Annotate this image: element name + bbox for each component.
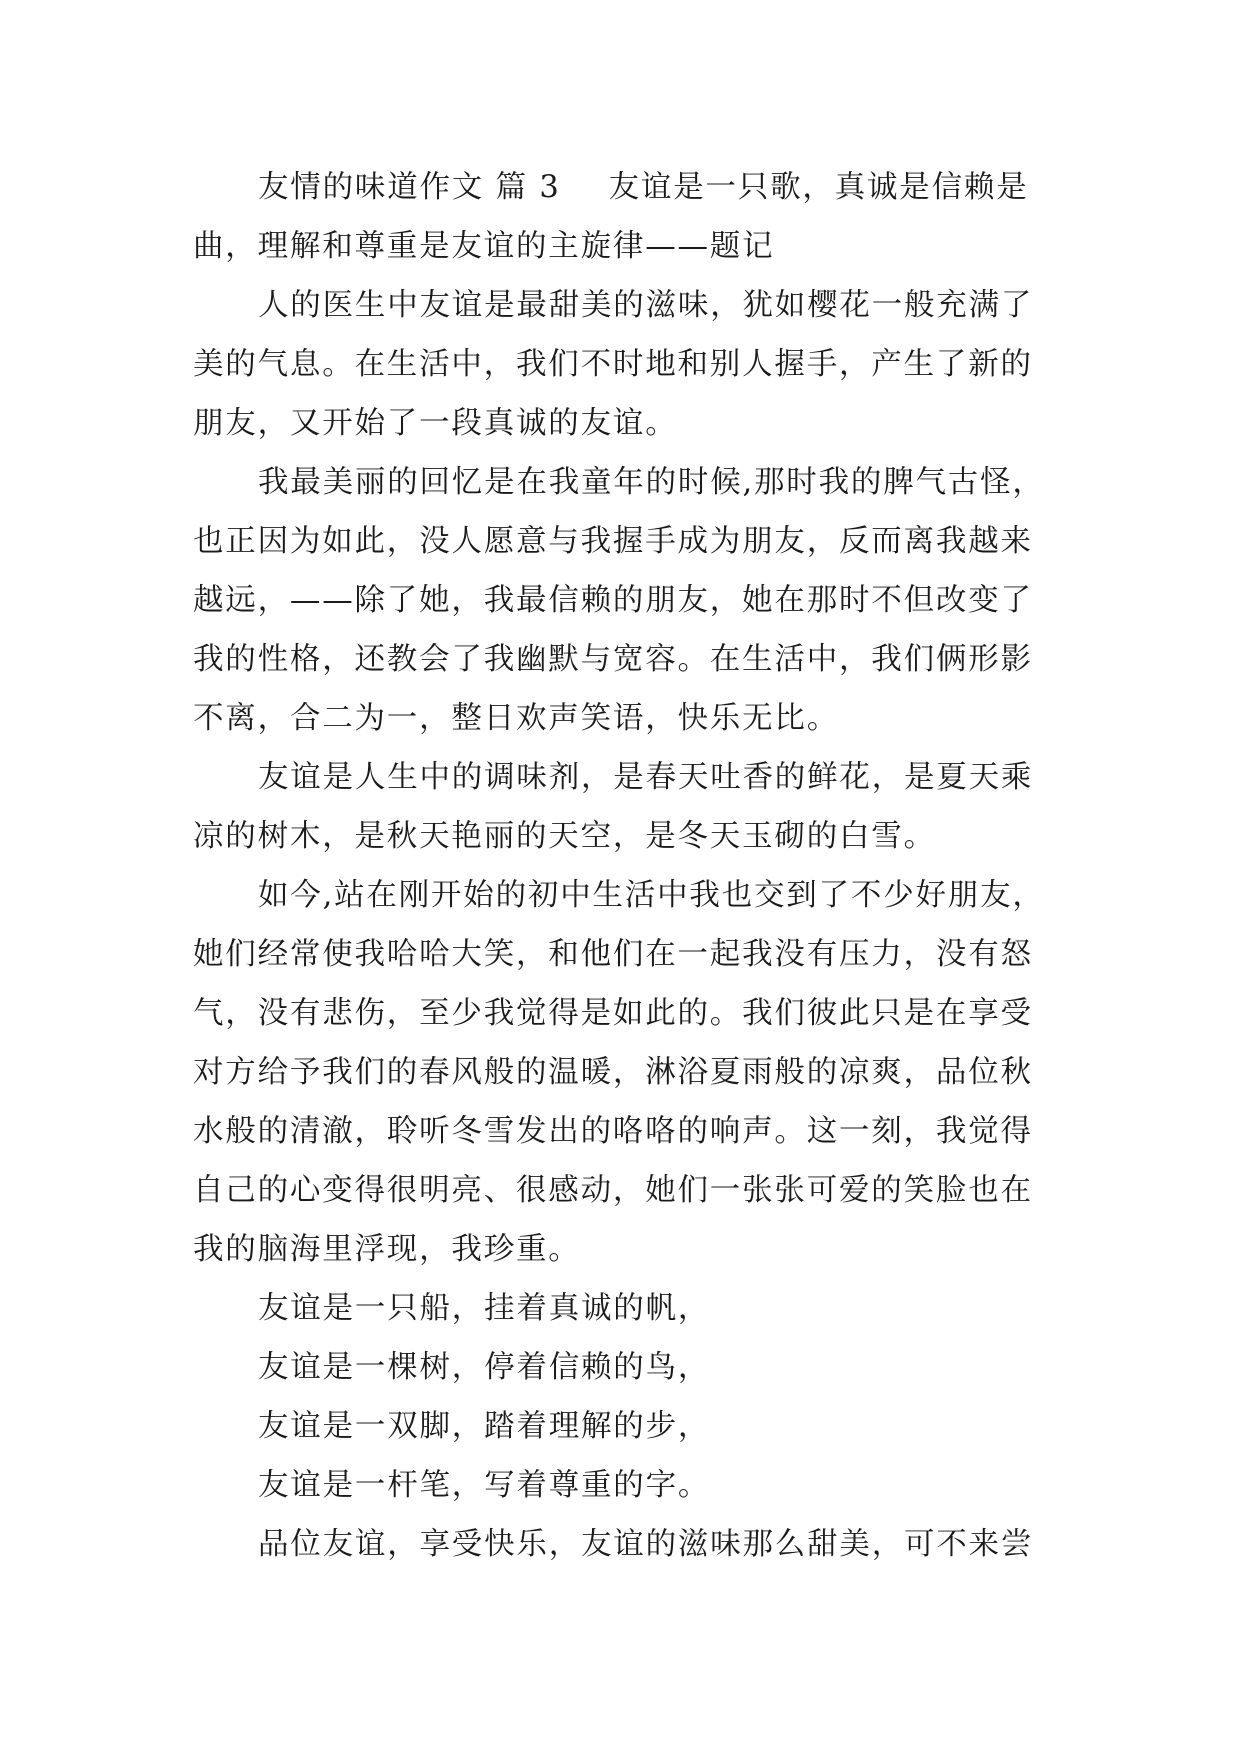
- text-line: 朋友，又开始了一段真诚的友谊。: [193, 406, 678, 441]
- text-line: 我的脑海里浮现，我珍重。: [193, 1232, 581, 1267]
- text-line: 友谊是一杆笔，写着尊重的字。: [258, 1468, 711, 1503]
- text-line: 友谊是一棵树，停着信赖的鸟，: [258, 1350, 711, 1385]
- text-line: 我最美丽的回忆是在我童年的时候,那时我的脾气古怪，: [258, 465, 1045, 500]
- text-line: 曲，理解和尊重是友谊的主旋律——题记: [193, 229, 775, 264]
- text-line: 也正因为如此，没人愿意与我握手成为朋友，反而离我越来: [193, 524, 1033, 559]
- text-line: 水般的清澈，聆听冬雪发出的咯咯的响声。这一刻，我觉得: [193, 1114, 1033, 1149]
- text-line: 不离，合二为一，整日欢声笑语，快乐无比。: [193, 701, 839, 736]
- text-line: 越远，——除了她，我最信赖的朋友，她在那时不但改变了: [193, 583, 1033, 618]
- text-line: 她们经常使我哈哈大笑，和他们在一起我没有压力，没有怒: [193, 937, 1033, 972]
- text-line: 对方给予我们的春风般的温暖，淋浴夏雨般的凉爽，品位秋: [193, 1055, 1033, 1090]
- document-body: [193, 158, 1053, 1574]
- title-line: [193, 158, 1053, 217]
- text-line: 凉的树木，是秋天艳丽的天空，是冬天玉砌的白雪。: [193, 819, 936, 854]
- text-line: 自己的心变得很明亮、很感动，她们一张张可爱的笑脸也在: [193, 1173, 1033, 1208]
- text-line: 如今,站在刚开始的初中生活中我也交到了不少好朋友，: [258, 878, 1045, 913]
- text-line: 品位友谊，享受快乐，友谊的滋味那么甜美，可不来尝: [258, 1527, 1034, 1562]
- text-line: 气，没有悲伤，至少我觉得是如此的。我们彼此只是在享受: [193, 996, 1033, 1031]
- essay-heading: 友情的味道作文 篇 3: [258, 170, 561, 205]
- text-line: 友谊是人生中的调味剂，是春天吐香的鲜花，是夏天乘: [258, 760, 1034, 795]
- text-line: 友谊是一只歌，真诚是信赖是: [608, 170, 1029, 205]
- text-line: 我的性格，还教会了我幽默与宽容。在生活中，我们俩形影: [193, 642, 1033, 677]
- text-line: 美的气息。在生活中，我们不时地和别人握手，产生了新的: [193, 347, 1033, 382]
- text-line: 人的医生中友谊是最甜美的滋味，犹如樱花一般充满了: [258, 288, 1034, 323]
- text-line: 友谊是一双脚，踏着理解的步，: [258, 1409, 711, 1444]
- text-line: 友谊是一只船，挂着真诚的帆，: [258, 1291, 711, 1326]
